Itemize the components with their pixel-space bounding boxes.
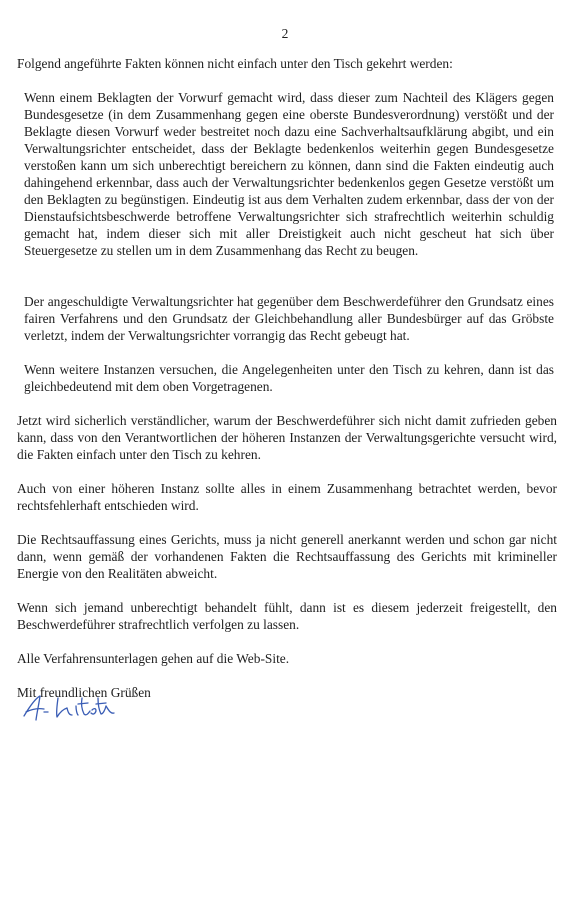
intro-paragraph: Folgend angeführte Fakten können nicht einfach unter den Tisch gekehrt werden: xyxy=(17,56,453,71)
paragraph-understanding: Jetzt wird sicherlich verständlicher, warum der Beschwerdeführer sich nicht damit zufrieden geben kann, dass von den Verantwortlichen der höheren Instanzen der Verwaltungsgerichte versucht wird, die Fakten einfach unter den Tisch zu kehren. xyxy=(17,413,557,462)
signature-drawing xyxy=(20,690,150,730)
paragraph-legal-opinion: Die Rechtsauffassung eines Gerichts, muss ja nicht generell anerkannt werden und schon gar nicht dann, wenn gemäß der vorhandenen Fakten die Rechtsauffassung des Gerichts mit krimineller Energie von den Realitäten abweicht. xyxy=(17,532,557,581)
paragraph-prosecution: Wenn sich jemand unberechtigt behandelt fühlt, dann ist es diesem jederzeit freigestellt, den Beschwerdeführer strafrechtlich verfolgen zu lassen. xyxy=(17,600,557,632)
page-number: 2 xyxy=(281,26,289,41)
paragraph-higher-court: Auch von einer höheren Instanz sollte alles in einem Zusammenhang betrachtet werden, bevor rechtsfehlerhaft entschieden wird. xyxy=(17,481,557,513)
paragraph-higher-instances: Wenn weitere Instanzen versuchen, die Angelegenheiten unter den Tisch zu kehren, dann ist das gleichbedeutend mit dem oben Vorgetragenen. xyxy=(24,362,554,394)
paragraph-website: Alle Verfahrensunterlagen gehen auf die Web-Site. xyxy=(17,651,290,666)
paragraph-judge-violations: Wenn einem Beklagten der Vorwurf gemacht wird, dass dieser zum Nachteil des Klägers gegen Bundesgesetze (in dem Zusammenhang gegen eine oberste Bundesverordnung) verstößt und der Beklagte diesen Vorwurf weder bestreitet noch dazu eine Sachverhaltsaufklärung abgibt, und ein Verwaltungsrichter entscheidet, dass der Beklagte bedenkenlos weiterhin gegen Bundesgesetze verstoßen kann um sich unberechtigt bereichern zu können, dann sind die Fakten eindeutig auch dahingehend erkennbar, dass auch der Verwaltungsrichter bedenkenlos gegen Gesetze verstößt um den Beklagten zu begünstigen. Eindeutig ist aus dem Verhalten zudem erkennbar, dass der von der Dienstaufsichtsbeschwerde betroffene Verwaltungsrichter sich strafrechtlich weiterhin schuldig gemacht hat, indem dieser sich mit aller Dreistigkeit auch nicht gescheut hat sich über Steuergesetze zu stellen um in dem Zusammenhang das Recht zu beugen. xyxy=(24,90,554,258)
closing-greeting: Mit freundlichen Grüßen xyxy=(17,685,151,700)
handwritten-signature xyxy=(20,690,150,730)
paragraph-fair-trial: Der angeschuldigte Verwaltungsrichter hat gegenüber dem Beschwerdeführer den Grundsatz eines fairen Verfahrens und den Grundsatz der Gleichbehandlung aller Bundesbürger auf das Gröbste verletzt, indem der Verwaltungsrichter vorrangig das Recht gebeugt hat. xyxy=(24,294,554,343)
